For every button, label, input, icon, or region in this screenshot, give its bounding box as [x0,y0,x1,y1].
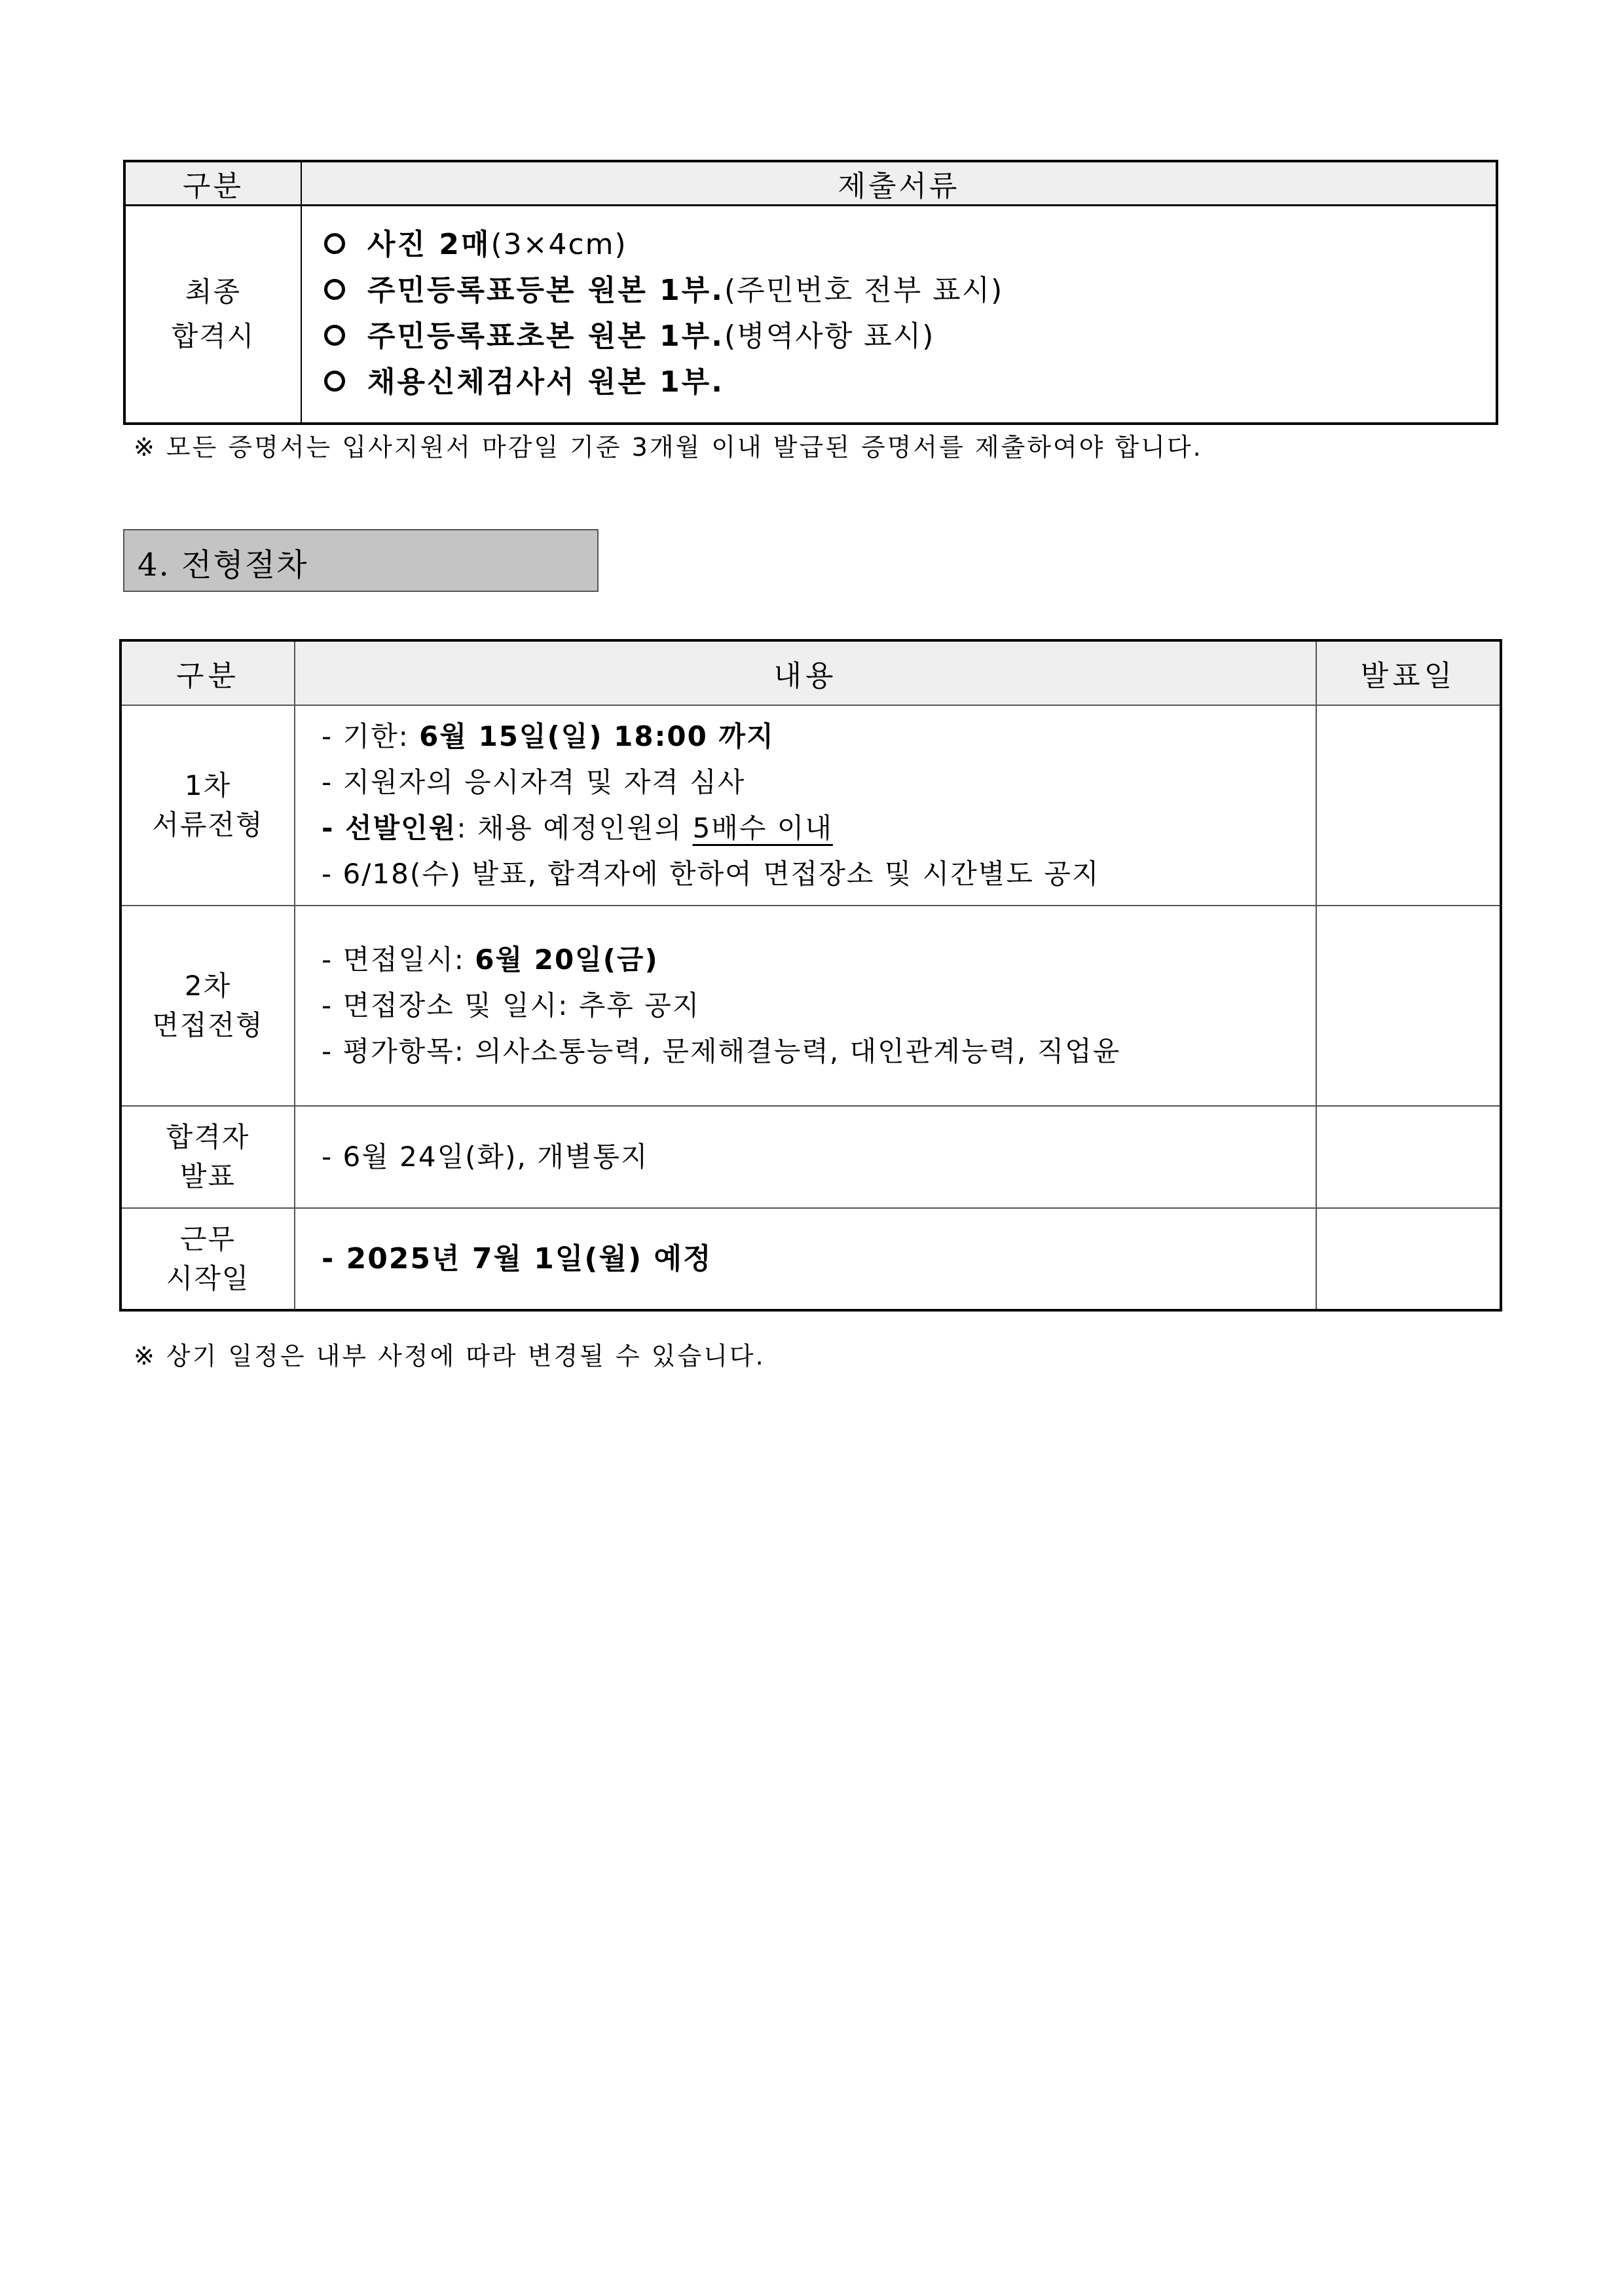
line-text: - 면접일시: [322,944,475,976]
row-announce-date [1316,705,1501,906]
item-text: 주민등록표등본 원본 1부. [367,274,725,307]
item-note: (3×4cm) [490,228,627,261]
category-line-2: 발표 [179,1160,236,1192]
category-line-1: 2차 [184,970,232,1002]
header-announce-date: 발표일 [1316,640,1501,705]
item-text: 주민등록표초본 원본 1부. [367,320,725,353]
category-line-1: 합격자 [166,1121,250,1153]
content-line: - 6월 24일(화), 개별통지 [322,1141,649,1173]
line-label: - 선발인원 [322,812,457,844]
line-text: - 기한: [322,720,420,752]
category-line-2: 합격시 [171,320,255,352]
row-category [120,705,295,906]
list-item [324,314,1496,359]
table-row [120,1106,1501,1208]
underlined-text: 5배수 이내 [692,812,833,844]
row-content [295,1208,1316,1310]
deadline-text: 6월 15일(일) 18:00 까지 [419,720,775,752]
process-table [119,639,1502,1312]
circle-bullet-icon [324,371,345,392]
table-row [120,705,1501,906]
row-category [124,206,301,424]
content-line: - 지원자의 응시자격 및 자격 심사 [322,766,746,798]
header-documents: 제출서류 [301,161,1497,206]
line-text: : 채용 예정인원의 [456,812,693,844]
process-note: ※ 상기 일정은 내부 사정에 따라 변경될 수 있습니다. [134,1342,766,1370]
header-category: 구분 [124,161,301,206]
content-line: - 2025년 7월 1일(월) 예정 [322,1241,712,1276]
row-announce-date [1316,1208,1501,1310]
row-content [295,705,1316,906]
row-category [120,1106,295,1208]
documents-note: ※ 모든 증명서는 입사지원서 마감일 기준 3개월 이내 발급된 증명서를 제출하여야 합니다. [134,433,1203,462]
interview-date-text: 6월 20일(금) [475,944,659,976]
section-heading [123,529,599,592]
row-announce-date [1316,906,1501,1106]
category-line-1: 1차 [184,769,232,801]
category-line-1: 근무 [179,1222,236,1255]
table-row [124,206,1497,424]
category-line-2: 시작일 [166,1262,250,1294]
row-category [120,1208,295,1310]
row-content [295,1106,1316,1208]
header-content: 내용 [295,640,1316,705]
circle-bullet-icon [324,233,345,254]
row-content [295,906,1316,1106]
content-line [322,937,1316,983]
documents-table-header [124,161,1497,206]
list-item [324,268,1496,314]
item-text: 채용신체검사서 원본 1부. [367,365,725,399]
content-line: - 평가항목: 의사소통능력, 문제해결능력, 대인관계능력, 직업윤 [322,1035,1121,1067]
content-line: - 6/18(수) 발표, 합격자에 한하여 면접장소 및 시간별도 공지 [322,858,1100,890]
item-note: (주민번호 전부 표시) [724,274,1004,307]
table-row [120,906,1501,1106]
item-text: 사진 2매 [367,228,491,261]
category-line-1: 최종 [185,276,242,308]
header-category: 구분 [120,640,295,705]
category-line-2: 서류전형 [152,809,264,841]
content-line [322,714,1316,760]
content-line: - 면접장소 및 일시: 추후 공지 [322,989,701,1021]
process-table-header [120,640,1501,705]
row-announce-date [1316,1106,1501,1208]
list-item [324,222,1496,268]
documents-list [301,206,1497,424]
list-item [324,359,1496,405]
category-line-2: 면접전형 [152,1009,264,1041]
circle-bullet-icon [324,325,345,346]
content-line [322,805,1316,851]
item-note: (병역사항 표시) [724,320,935,353]
table-row [120,1208,1501,1310]
circle-bullet-icon [324,279,345,300]
row-category [120,906,295,1106]
section-title: 4. 전형절차 [138,547,308,583]
documents-table [123,160,1498,425]
